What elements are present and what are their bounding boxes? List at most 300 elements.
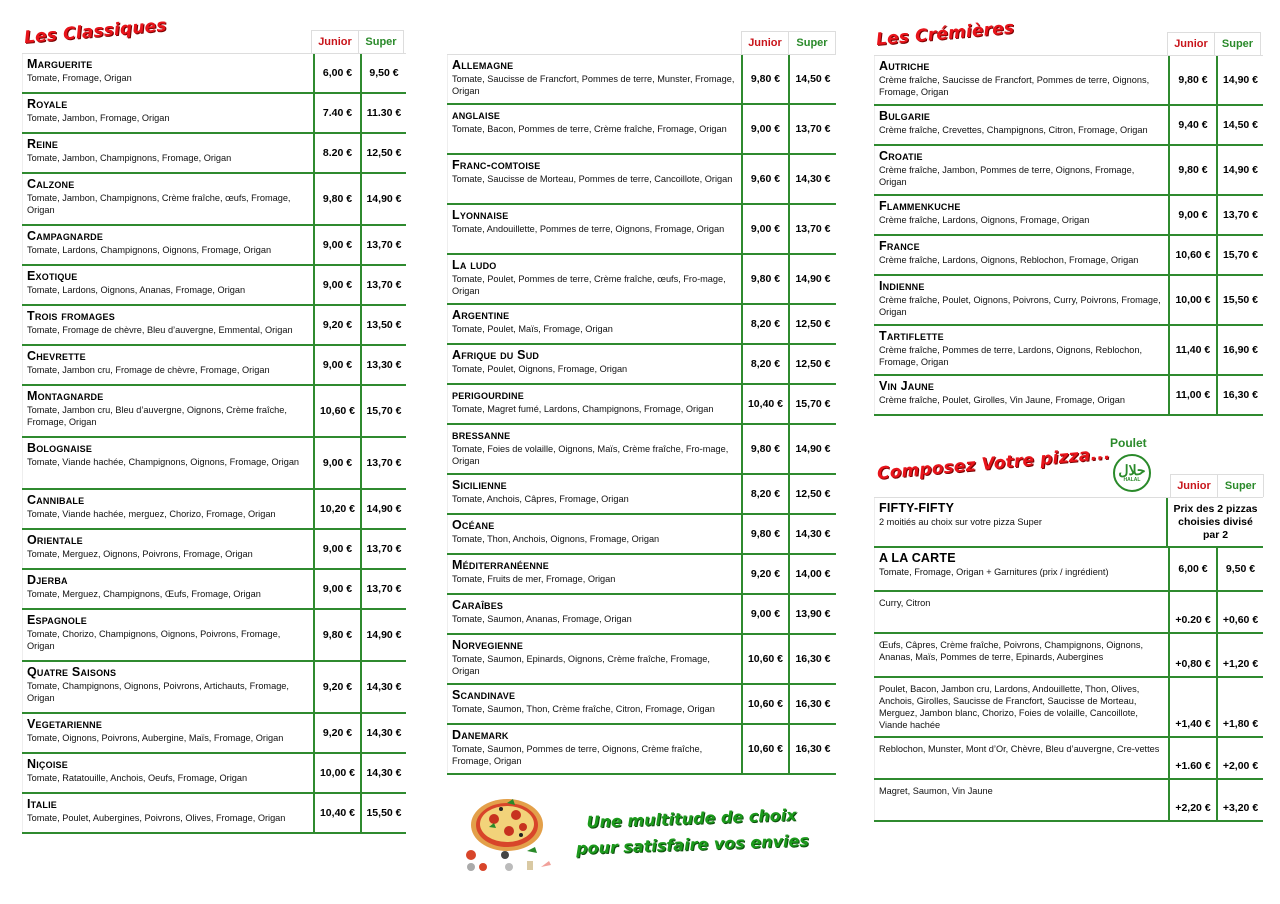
super-price: 12,50 €	[788, 345, 836, 383]
supplement-row	[874, 678, 1263, 738]
slogan-line2: pour satisfaire vos envies	[575, 830, 810, 859]
pizza-name: anglaise	[452, 108, 501, 122]
junior-price: 9,00 €	[313, 570, 360, 608]
classiques-table	[22, 53, 406, 834]
pizza-desc	[447, 725, 741, 773]
super-price: 14,00 €	[788, 555, 836, 593]
pizza-row	[447, 635, 836, 685]
pizza-row	[874, 196, 1263, 236]
pizza-ingredients: Crème fraîche, Crevettes, Champignons, Citron, Fromage, Origan	[879, 125, 1148, 135]
pizza-ingredients: Tomate, Saumon, Pommes de terre, Oignons, Crème fraîche, Fromage, Origan	[452, 744, 703, 766]
pizza-name: Lyonnaise	[452, 208, 509, 222]
super-price: 14,90 €	[1216, 56, 1263, 104]
supplement-super: +0,60 €	[1216, 592, 1263, 632]
junior-header: Junior	[1170, 474, 1217, 497]
pizza-name: La ludo	[452, 258, 497, 272]
fifty-fifty-row	[874, 498, 1263, 548]
pizza-name: Chevrette	[27, 349, 86, 363]
super-price: 14,30 €	[788, 515, 836, 553]
super-price: 9,50 €	[360, 54, 406, 92]
pizza-ingredients: Crème fraîche, Lardons, Oignons, Fromage, Origan	[879, 215, 1090, 225]
pizza-row	[874, 376, 1263, 416]
fifty-fifty-price: Prix des 2 pizzas choisies divisé par 2	[1166, 498, 1263, 546]
pizza-row	[874, 236, 1263, 276]
junior-price: 10,40 €	[741, 385, 788, 423]
pizza-name: Norvegienne	[452, 638, 524, 652]
pizza-ingredients: Crème fraîche, Jambon, Pommes de terre, Oignons, Fromage, Origan	[879, 165, 1135, 187]
pizza-row	[447, 255, 836, 305]
pizza-row	[22, 174, 406, 226]
supplement-super: +1,20 €	[1216, 634, 1263, 676]
pizza-ingredients: Tomate, Poulet, Pommes de terre, Crème fraîche, œufs, Fro-mage, Origan	[452, 274, 726, 296]
pizza-ingredients: Tomate, Jambon cru, Fromage de chèvre, Fromage, Origan	[27, 365, 270, 375]
a-la-carte-super: 9,50 €	[1216, 548, 1263, 590]
super-price: 16,30 €	[788, 725, 836, 773]
pizza-ingredients: Tomate, Poulet, Aubergines, Poivrons, Olives, Fromage, Origan	[27, 813, 286, 823]
pizza-desc	[22, 794, 313, 832]
fifty-fifty-name: FIFTY-FIFTY	[879, 501, 955, 515]
super-price: 14,50 €	[1216, 106, 1263, 144]
classiques-header	[311, 30, 404, 53]
supplement-row	[874, 780, 1263, 822]
pizza-desc	[447, 205, 741, 253]
pizza-row	[447, 105, 836, 155]
pizza-name: Croatie	[879, 149, 923, 163]
pizza-ingredients: Crème fraîche, Pommes de terre, Lardons, Oignons, Reblochon, Fromage, Origan	[879, 345, 1142, 367]
supplement-super: +1,80 €	[1216, 678, 1263, 736]
pizza-name: Argentine	[452, 308, 510, 322]
pizza-name: perigourdine	[452, 388, 524, 402]
junior-price: 8.20 €	[313, 134, 360, 172]
super-price: 14,90 €	[1216, 146, 1263, 194]
a-la-carte-name: A LA CARTE	[879, 551, 956, 565]
junior-price: 9,40 €	[1168, 106, 1216, 144]
junior-price: 9,20 €	[313, 306, 360, 344]
junior-price: 11,00 €	[1168, 376, 1216, 414]
slogan	[566, 802, 818, 863]
super-price: 14,90 €	[360, 610, 406, 660]
pizza-desc	[447, 255, 741, 303]
super-price: 13,70 €	[788, 105, 836, 153]
supplement-row	[874, 738, 1263, 780]
pizza-desc	[447, 515, 741, 553]
junior-price: 9,20 €	[741, 555, 788, 593]
junior-price: 9,80 €	[741, 425, 788, 473]
pizza-name: Quatre Saisons	[27, 665, 117, 679]
super-price: 14,90 €	[788, 425, 836, 473]
junior-price: 10,40 €	[313, 794, 360, 832]
junior-price: 9,00 €	[741, 595, 788, 633]
pizza-name: Trois fromages	[27, 309, 115, 323]
pizza-desc	[22, 94, 313, 132]
pizza-name: Méditerranéenne	[452, 558, 549, 572]
junior-price: 9,80 €	[1168, 56, 1216, 104]
pizza-row	[22, 386, 406, 438]
pizza-desc	[874, 106, 1168, 144]
halal-arabic: حلال	[1118, 462, 1146, 478]
pizza-ingredients: Tomate, Fromage de chèvre, Bleu d’auvergne, Emmental, Origan	[27, 325, 293, 335]
supplement-ingredients: Magret, Saumon, Vin Jaune	[879, 786, 993, 796]
super-price: 13,30 €	[360, 346, 406, 384]
pizza-desc	[22, 54, 313, 92]
pizza-name: Italie	[27, 797, 58, 811]
supplement-junior: +0.20 €	[1168, 592, 1216, 632]
super-price: 14,90 €	[360, 174, 406, 224]
junior-header: Junior	[741, 31, 788, 54]
a-la-carte-row	[874, 548, 1263, 592]
pizza-row	[22, 530, 406, 570]
pizza-row	[447, 475, 836, 515]
pizza-row	[874, 276, 1263, 326]
pizza-desc	[22, 134, 313, 172]
super-price: 14,50 €	[788, 55, 836, 103]
pizza-desc	[447, 305, 741, 343]
slogan-line1: Une multitude de choix	[586, 805, 797, 832]
supplement-ingredients: Œufs, Câpres, Crème fraîche, Poivrons, Champignons, Oignons, Ananas, Maïs, Pommes de terre, Epinards, Aubergines	[879, 640, 1144, 662]
super-price: 14,30 €	[360, 662, 406, 712]
supplement-ingredients: Curry, Citron	[879, 598, 931, 608]
junior-price: 9,00 €	[313, 346, 360, 384]
pizza-desc	[874, 236, 1168, 274]
pizza-ingredients: Tomate, Merguez, Oignons, Poivrons, Fromage, Origan	[27, 549, 253, 559]
junior-price: 10,60 €	[741, 685, 788, 723]
super-price: 14,30 €	[360, 754, 406, 792]
cremieres-header	[1167, 32, 1261, 55]
junior-price: 7.40 €	[313, 94, 360, 132]
pizza-row	[874, 106, 1263, 146]
pizza-row	[447, 425, 836, 475]
pizza-ingredients: Tomate, Saumon, Thon, Crème fraîche, Citron, Fromage, Origan	[452, 704, 715, 714]
pizza-name: Marguerite	[27, 57, 93, 71]
pizza-row	[447, 345, 836, 385]
pizza-row	[22, 794, 406, 834]
super-price: 12,50 €	[788, 475, 836, 513]
supplements	[874, 592, 1263, 822]
junior-price: 8,20 €	[741, 475, 788, 513]
supplement-junior: +1,40 €	[1168, 678, 1216, 736]
pizza-desc	[22, 610, 313, 660]
super-price: 12,50 €	[788, 305, 836, 343]
supplement-ingredients: Reblochon, Munster, Mont d’Or, Chèvre, Bleu d’auvergne, Cre-vettes	[879, 744, 1160, 754]
pizza-name: Royale	[27, 97, 68, 111]
pizza-ingredients: Tomate, Saumon, Ananas, Fromage, Origan	[452, 614, 632, 624]
supplement-junior: +1.60 €	[1168, 738, 1216, 778]
pizza-name: bressanne	[452, 428, 511, 442]
junior-price: 8,20 €	[741, 345, 788, 383]
pizza-name: Flammenkuche	[879, 199, 961, 213]
super-price: 13,70 €	[360, 438, 406, 488]
pizza-row	[22, 714, 406, 754]
pizza-ingredients: Tomate, Anchois, Câpres, Fromage, Origan	[452, 494, 629, 504]
pizza-ingredients: Tomate, Foies de volaille, Oignons, Maïs, Crème fraîche, Fro-mage, Origan	[452, 444, 729, 466]
junior-price: 10,00 €	[1168, 276, 1216, 324]
supplement-junior: +0,80 €	[1168, 634, 1216, 676]
pizza-desc	[22, 662, 313, 712]
junior-price: 10,60 €	[741, 725, 788, 773]
supplement-ingredients: Poulet, Bacon, Jambon cru, Lardons, Andouillette, Thon, Olives, Anchois, Girolles, Saucisse de Francfort, Saucisse de Morteau, Merguez, Jambon blanc, Chorizo, Foies de volaille, Cancoillote, Viande hachée	[879, 684, 1140, 730]
junior-price: 9,00 €	[1168, 196, 1216, 234]
super-price: 15,70 €	[788, 385, 836, 423]
pizza-name: Franc-comtoise	[452, 158, 541, 172]
pizza-name: Autriche	[879, 59, 930, 73]
pizza-ingredients: Tomate, Jambon, Fromage, Origan	[27, 113, 170, 123]
pizza-desc	[447, 635, 741, 683]
pizza-name: Vin Jaune	[879, 379, 935, 393]
supplement-row	[874, 592, 1263, 634]
poulet-label: Poulet	[1110, 436, 1147, 450]
super-price: 15,70 €	[360, 386, 406, 436]
pizza-name: Niçoise	[27, 757, 68, 771]
supplement-junior: +2,20 €	[1168, 780, 1216, 820]
pizza-name: France	[879, 239, 920, 253]
pizza-desc	[22, 570, 313, 608]
pizza-name: Bolognaise	[27, 441, 93, 455]
junior-price: 9,20 €	[313, 662, 360, 712]
pizza-illustration	[461, 797, 551, 875]
pizza-ingredients: Tomate, Saucisse de Francfort, Pommes de terre, Munster, Fromage, Origan	[452, 74, 735, 96]
pizza-row	[874, 146, 1263, 196]
pizza-desc	[874, 196, 1168, 234]
cremieres-title: Les Crémières	[875, 18, 1015, 50]
pizza-ingredients: Crème fraîche, Poulet, Oignons, Poivrons, Curry, Poivrons, Fromage, Origan	[879, 295, 1161, 317]
super-price: 16,30 €	[788, 635, 836, 683]
pizza-row	[447, 595, 836, 635]
super-price: 11.30 €	[360, 94, 406, 132]
composez-title: Composez Votre pizza...	[876, 443, 1112, 484]
pizza-row	[447, 205, 836, 255]
junior-price: 9,00 €	[313, 226, 360, 264]
pizza-desc	[874, 376, 1168, 414]
pizza-name: Orientale	[27, 533, 83, 547]
pizza-row	[22, 346, 406, 386]
super-price: 13,70 €	[1216, 196, 1263, 234]
pizza-desc	[447, 475, 741, 513]
super-price: 14,30 €	[360, 714, 406, 752]
halal-latin: HALAL	[1123, 477, 1141, 483]
pizza-ingredients: Tomate, Merguez, Champignons, Œufs, Fromage, Origan	[27, 589, 261, 599]
pizza-name: Djerba	[27, 573, 68, 587]
pizza-row	[22, 610, 406, 662]
pizza-desc	[22, 714, 313, 752]
super-price: 16,30 €	[1216, 376, 1263, 414]
junior-price: 8,20 €	[741, 305, 788, 343]
pizza-row	[447, 155, 836, 205]
pizza-desc	[874, 326, 1168, 374]
pizza-row	[22, 226, 406, 266]
pizza-desc	[447, 555, 741, 593]
super-price: 15,70 €	[1216, 236, 1263, 274]
super-price: 13,90 €	[788, 595, 836, 633]
pizza-row	[447, 385, 836, 425]
pizza-row	[447, 55, 836, 105]
pizza-name: Exotique	[27, 269, 78, 283]
milieu-header	[741, 31, 836, 54]
pizza-name: Caraîbes	[452, 598, 504, 612]
super-price: 13,50 €	[360, 306, 406, 344]
pizza-desc	[447, 55, 741, 103]
classiques-title: Les Classiques	[23, 15, 168, 48]
pizza-ingredients: Tomate, Chorizo, Champignons, Oignons, Poivrons, Fromage, Origan	[27, 629, 281, 651]
junior-price: 9,60 €	[741, 155, 788, 203]
pizza-ingredients: Tomate, Lardons, Oignons, Ananas, Fromage, Origan	[27, 285, 246, 295]
pizza-desc	[22, 754, 313, 792]
junior-price: 9,00 €	[313, 266, 360, 304]
pizza-ingredients: Tomate, Poulet, Oignons, Fromage, Origan	[452, 364, 628, 374]
pizza-name: Scandinave	[452, 688, 516, 702]
pizza-ingredients: Tomate, Andouillette, Pommes de terre, Oignons, Fromage, Origan	[452, 224, 725, 234]
pizza-ingredients: Crème fraîche, Saucisse de Francfort, Pommes de terre, Oignons, Fromage, Origan	[879, 75, 1150, 97]
pizza-row	[22, 662, 406, 714]
super-price: 14,90 €	[360, 490, 406, 528]
pizza-desc	[874, 146, 1168, 194]
junior-price: 9,80 €	[313, 174, 360, 224]
pizza-ingredients: Tomate, Bacon, Pommes de terre, Crème fraîche, Fromage, Origan	[452, 124, 727, 134]
pizza-desc	[22, 490, 313, 528]
super-header: Super	[788, 31, 836, 54]
pizza-name: Campagnarde	[27, 229, 104, 243]
pizza-ingredients: Tomate, Saucisse de Morteau, Pommes de terre, Cancoillote, Origan	[452, 174, 733, 184]
pizza-name: Allemagne	[452, 58, 514, 72]
pizza-name: Océane	[452, 518, 495, 532]
junior-price: 9,80 €	[1168, 146, 1216, 194]
pizza-desc	[22, 266, 313, 304]
pizza-name: Bulgarie	[879, 109, 931, 123]
pizza-name: Tartiflette	[879, 329, 944, 343]
super-price: 16,30 €	[788, 685, 836, 723]
pizza-ingredients: Crème fraîche, Poulet, Girolles, Vin Jaune, Fromage, Origan	[879, 395, 1125, 405]
junior-header: Junior	[1167, 32, 1214, 55]
pizza-row	[447, 555, 836, 595]
pizza-ingredients: Tomate, Viande hachée, merguez, Chorizo, Fromage, Origan	[27, 509, 276, 519]
a-la-carte-junior: 6,00 €	[1168, 548, 1216, 590]
pizza-desc	[447, 155, 741, 203]
pizza-ingredients: Tomate, Fromage, Origan	[27, 73, 132, 83]
pizza-name: Espagnole	[27, 613, 87, 627]
pizza-desc	[447, 385, 741, 423]
supplement-super: +3,20 €	[1216, 780, 1263, 820]
super-price: 13,70 €	[360, 226, 406, 264]
super-price: 13,70 €	[788, 205, 836, 253]
pizza-ingredients: Tomate, Champignons, Oignons, Poivrons, Artichauts, Fromage, Origan	[27, 681, 289, 703]
junior-price: 10,60 €	[1168, 236, 1216, 274]
pizza-name: Reine	[27, 137, 59, 151]
pizza-ingredients: Tomate, Poulet, Maïs, Fromage, Origan	[452, 324, 613, 334]
pizza-row	[447, 685, 836, 725]
junior-header: Junior	[311, 30, 358, 53]
pizza-ingredients: Tomate, Thon, Anchois, Oignons, Fromage, Origan	[452, 534, 660, 544]
junior-price: 9,00 €	[313, 530, 360, 568]
pizza-desc	[447, 685, 741, 723]
pizza-desc	[22, 226, 313, 264]
pizza-ingredients: Tomate, Saumon, Epinards, Oignons, Crème fraîche, Fromage, Origan	[452, 654, 710, 676]
super-header: Super	[1214, 32, 1261, 55]
junior-price: 11,40 €	[1168, 326, 1216, 374]
cremieres-table	[874, 55, 1263, 416]
super-price: 14,30 €	[788, 155, 836, 203]
pizza-name: Montagnarde	[27, 389, 104, 403]
pizza-row	[22, 266, 406, 306]
pizza-ingredients: Tomate, Magret fumé, Lardons, Champignons, Fromage, Origan	[452, 404, 714, 414]
pizza-name: Vegetarienne	[27, 717, 103, 731]
junior-price: 9,80 €	[741, 55, 788, 103]
pizza-ingredients: Tomate, Jambon, Champignons, Crème fraîche, œufs, Fromage, Origan	[27, 193, 291, 215]
super-header: Super	[1217, 474, 1264, 497]
pizza-name: Afrique du Sud	[452, 348, 540, 362]
supplement-super: +2,00 €	[1216, 738, 1263, 778]
pizza-desc	[874, 56, 1168, 104]
pizza-desc	[22, 438, 313, 488]
pizza-name: Cannibale	[27, 493, 85, 507]
pizza-row	[22, 94, 406, 134]
pizza-desc	[447, 425, 741, 473]
pizza-desc	[22, 346, 313, 384]
pizza-row	[447, 305, 836, 345]
fifty-fifty-desc: 2 moitiés au choix sur votre pizza Super	[879, 517, 1042, 527]
super-price: 15,50 €	[360, 794, 406, 832]
pizza-ingredients: Tomate, Jambon cru, Bleu d’auvergne, Oignons, Crème fraîche, Fromage, Origan	[27, 405, 287, 427]
pizza-row	[22, 134, 406, 174]
pizza-row	[22, 438, 406, 490]
pizza-desc	[447, 595, 741, 633]
pizza-desc	[22, 174, 313, 224]
pizza-desc	[22, 306, 313, 344]
junior-price: 9,00 €	[313, 438, 360, 488]
junior-price: 9,80 €	[313, 610, 360, 660]
pizza-ingredients: Tomate, Ratatouille, Anchois, Oeufs, Fromage, Origan	[27, 773, 248, 783]
super-price: 16,90 €	[1216, 326, 1263, 374]
pizza-name: Calzone	[27, 177, 75, 191]
junior-price: 9,20 €	[313, 714, 360, 752]
pizza-row	[447, 515, 836, 555]
pizza-name: Sicilienne	[452, 478, 507, 492]
junior-price: 10,60 €	[313, 386, 360, 436]
halal-logo	[1113, 454, 1151, 492]
junior-price: 9,80 €	[741, 255, 788, 303]
composez-table	[874, 497, 1263, 822]
super-price: 13,70 €	[360, 266, 406, 304]
super-header: Super	[358, 30, 404, 53]
junior-price: 9,00 €	[741, 205, 788, 253]
super-price: 14,90 €	[788, 255, 836, 303]
pizza-ingredients: Tomate, Viande hachée, Champignons, Oignons, Fromage, Origan	[27, 457, 300, 467]
composez-header	[1170, 474, 1264, 497]
pizza-ingredients: Tomate, Oignons, Poivrons, Aubergine, Maïs, Fromage, Origan	[27, 733, 284, 743]
pizza-row	[874, 56, 1263, 106]
pizza-row	[447, 725, 836, 775]
pizza-row	[22, 306, 406, 346]
pizza-row	[22, 754, 406, 794]
pizza-ingredients: Tomate, Jambon, Champignons, Fromage, Origan	[27, 153, 232, 163]
junior-price: 9,80 €	[741, 515, 788, 553]
super-price: 13,70 €	[360, 530, 406, 568]
pizza-row	[874, 326, 1263, 376]
super-price: 12,50 €	[360, 134, 406, 172]
milieu-table	[447, 54, 836, 775]
junior-price: 10,60 €	[741, 635, 788, 683]
supplement-row	[874, 634, 1263, 678]
super-price: 13,70 €	[360, 570, 406, 608]
a-la-carte-desc: Tomate, Fromage, Origan + Garnitures (prix / ingrédient)	[879, 567, 1109, 577]
pizza-desc	[22, 386, 313, 436]
junior-price: 9,00 €	[741, 105, 788, 153]
pizza-row	[22, 54, 406, 94]
pizza-row	[22, 570, 406, 610]
junior-price: 6,00 €	[313, 54, 360, 92]
super-price: 15,50 €	[1216, 276, 1263, 324]
pizza-desc	[874, 276, 1168, 324]
pizza-row	[22, 490, 406, 530]
pizza-ingredients: Tomate, Lardons, Champignons, Oignons, Fromage, Origan	[27, 245, 272, 255]
